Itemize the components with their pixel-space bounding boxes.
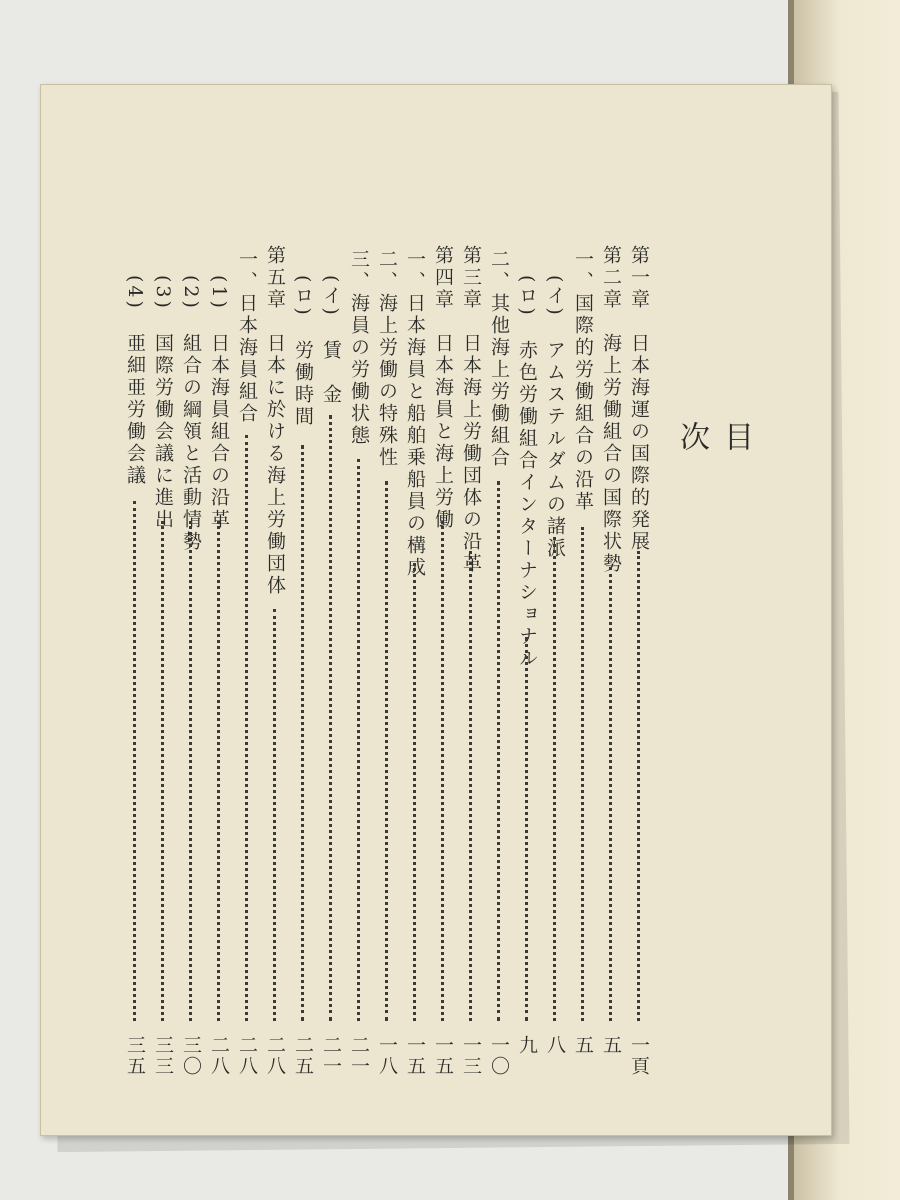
toc-entry bbox=[597, 245, 625, 1115]
toc-entry bbox=[373, 245, 401, 1115]
dot-leader bbox=[469, 551, 472, 1021]
toc-entry-text: (1) 日本海員組合の沿革 bbox=[208, 275, 230, 531]
toc-entry bbox=[261, 245, 289, 1115]
toc-page-number: 二八 bbox=[236, 1035, 258, 1077]
toc-entry-text: 第五章 日本に於ける海上労働団体 bbox=[264, 245, 286, 597]
toc-entry bbox=[345, 245, 373, 1115]
toc-entry-text: 二、其他海上労働組合 bbox=[488, 249, 510, 469]
toc-page-number: 一五 bbox=[432, 1035, 454, 1077]
dot-leader bbox=[301, 445, 304, 1021]
toc-entry bbox=[233, 245, 261, 1115]
dot-leader bbox=[273, 609, 276, 1021]
dot-leader bbox=[581, 527, 584, 1021]
toc-entry-text: (ロ) 赤色労働組合インターナショナル bbox=[516, 275, 538, 670]
toc-page-number: 三三 bbox=[152, 1035, 174, 1077]
toc-page-number: 二一 bbox=[348, 1035, 370, 1077]
toc-page-number: 一五 bbox=[404, 1035, 426, 1077]
dot-leader bbox=[637, 551, 640, 1021]
dot-leader bbox=[217, 521, 220, 1021]
dot-leader bbox=[553, 537, 556, 1021]
toc-entry bbox=[205, 245, 233, 1115]
toc-entry-text: (3) 国際労働会議に進出 bbox=[152, 275, 174, 531]
toc-page-number: 二一 bbox=[320, 1035, 342, 1077]
dot-leader bbox=[609, 567, 612, 1021]
dot-leader bbox=[413, 563, 416, 1021]
table-of-contents-page bbox=[40, 84, 832, 1136]
toc-page-number: 三五 bbox=[124, 1035, 146, 1077]
toc-page-number: 三〇 bbox=[180, 1035, 202, 1077]
toc-entry-text: (4) 亜細亜労働会議 bbox=[124, 275, 146, 487]
dot-leader bbox=[525, 637, 528, 1021]
toc-entry-text: (イ) 賃 金 bbox=[320, 275, 342, 406]
toc-page-number: 二八 bbox=[208, 1035, 230, 1077]
toc-page-number: 一三 bbox=[460, 1035, 482, 1077]
toc-entry bbox=[485, 245, 513, 1115]
toc-entry-text: 一、日本海員組合 bbox=[236, 249, 258, 425]
toc-page-number: 五 bbox=[572, 1035, 594, 1056]
title-char-1: 目 bbox=[718, 421, 753, 569]
toc-entry bbox=[289, 245, 317, 1115]
toc-page-number: 二五 bbox=[292, 1035, 314, 1077]
toc-entry bbox=[149, 245, 177, 1115]
toc-entry-text: 第一章 日本海運の国際的発展 bbox=[628, 245, 650, 553]
toc-page-number: 二八 bbox=[264, 1035, 286, 1077]
toc-page-number: 一八 bbox=[376, 1035, 398, 1077]
dot-leader bbox=[161, 521, 164, 1021]
dot-leader bbox=[497, 481, 500, 1021]
toc-entry-text: 三、海員の労働状態 bbox=[348, 249, 370, 447]
toc-entry-text: (2) 組合の綱領と活動情勢 bbox=[180, 275, 202, 553]
toc-entry-text: (ロ) 労働時間 bbox=[292, 275, 314, 428]
toc-entry bbox=[401, 245, 429, 1115]
toc-page-number: 一頁 bbox=[628, 1035, 650, 1077]
toc-entry bbox=[177, 245, 205, 1115]
dot-leader bbox=[133, 501, 136, 1021]
toc-page-number: 九 bbox=[516, 1035, 538, 1056]
toc-entry bbox=[569, 245, 597, 1115]
title-char-2: 次 bbox=[674, 421, 709, 569]
toc-entry bbox=[121, 245, 149, 1115]
dot-leader bbox=[385, 481, 388, 1021]
toc-entry bbox=[541, 245, 569, 1115]
toc-entry-text: 第二章 海上労働組合の国際状勢 bbox=[600, 245, 622, 575]
dot-leader bbox=[329, 415, 332, 1021]
toc-entry bbox=[513, 245, 541, 1115]
dot-leader bbox=[189, 521, 192, 1021]
dot-leader bbox=[441, 521, 444, 1021]
toc-entry-text: 第三章 日本海上労働団体の沿革 bbox=[460, 245, 482, 575]
toc-entry-text: 二、海上労働の特殊性 bbox=[376, 249, 398, 469]
toc-entry bbox=[429, 245, 457, 1115]
toc-page-number: 八 bbox=[544, 1035, 566, 1056]
toc-entry bbox=[317, 245, 345, 1115]
dot-leader bbox=[245, 435, 248, 1021]
toc-page-number: 五 bbox=[600, 1035, 622, 1056]
toc-entry-text: 第四章 日本海員と海上労働 bbox=[432, 245, 454, 531]
toc-page-number: 一〇 bbox=[488, 1035, 510, 1077]
toc-entry-text: 一、日本海員と船舶乗船員の構成 bbox=[404, 249, 426, 579]
toc-entry bbox=[457, 245, 485, 1115]
toc-entry bbox=[625, 245, 653, 1115]
page-title bbox=[674, 421, 757, 631]
toc-entry-text: 一、国際的労働組合の沿革 bbox=[572, 249, 594, 513]
dot-leader bbox=[357, 459, 360, 1021]
toc-entry-text: (イ) アムステルダムの諸派 bbox=[544, 275, 566, 560]
